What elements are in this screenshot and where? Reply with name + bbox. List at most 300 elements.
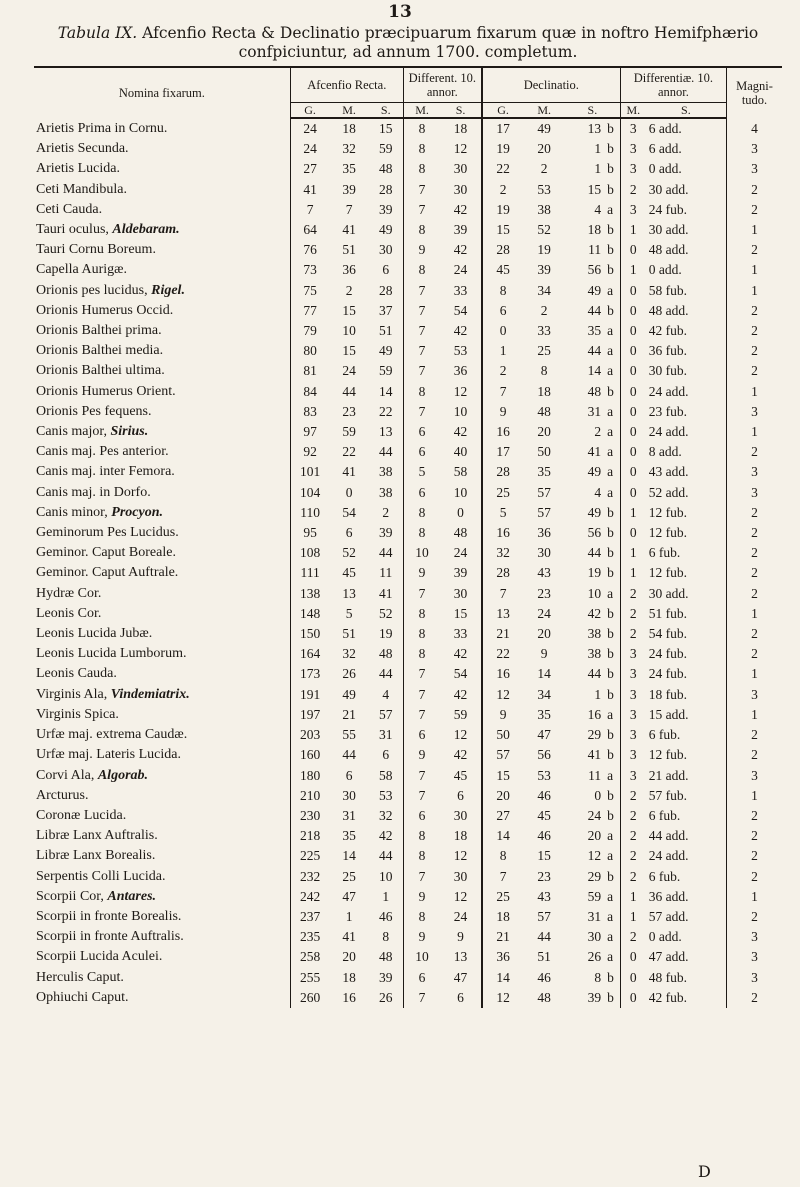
star-name (34, 503, 290, 523)
cell-ag: 258 (290, 947, 329, 967)
cell-ns: a (607, 323, 614, 339)
cell-dcm: 39 (537, 262, 551, 278)
cell-fm: 0 (620, 947, 645, 967)
cell-dcm: 45 (537, 807, 551, 823)
cell-am: 35 (342, 161, 356, 177)
cell-dcm: 46 (537, 969, 551, 985)
table-row (34, 968, 782, 988)
star-name (34, 604, 290, 624)
cell-fs: 0 add. (648, 161, 682, 177)
cell-ns: a (607, 767, 614, 783)
cell-mag: 3 (727, 462, 782, 482)
cell-fm: 0 (620, 361, 645, 381)
cell-fs: 12 fub. (648, 504, 687, 520)
cell-dcs: 11 (588, 767, 602, 783)
cell-ns: b (607, 989, 614, 1005)
cell-dg: 27 (482, 806, 524, 826)
cell-as: 42 (379, 828, 393, 844)
cell-dcm: 23 (537, 585, 551, 601)
cell-dcm: 49 (537, 121, 551, 136)
cell-dcm: 20 (537, 424, 551, 440)
cell-dg: 50 (482, 725, 524, 745)
cell-ds: 39 (453, 565, 468, 581)
cell-mag: 3 (727, 483, 782, 503)
cell-as: 8 (382, 929, 390, 945)
cell-ag: 111 (290, 563, 329, 583)
cell-dg: 2 (482, 361, 524, 381)
cell-dcs: 31 (587, 403, 602, 419)
cell-fs: 42 fub. (648, 989, 687, 1005)
cell-mag: 1 (727, 422, 782, 442)
cell-mag: 2 (727, 503, 782, 523)
cell-fs: 24 fub. (648, 666, 687, 682)
cell-ds: 42 (453, 201, 468, 217)
cell-ds: 15 (453, 605, 468, 621)
star-name (34, 664, 290, 684)
cell-dg: 16 (482, 523, 524, 543)
cell-ns: b (607, 666, 614, 682)
cell-dcm: 20 (537, 141, 551, 157)
cell-ag: 230 (290, 806, 329, 826)
star-name-text: Virginis Ala, (36, 686, 111, 702)
table-row (34, 907, 782, 927)
cell-dcs: 38 (587, 646, 602, 662)
cell-fs: 15 add. (648, 706, 689, 722)
star-name-text: Leonis Cor. (36, 605, 102, 621)
star-name (34, 624, 290, 644)
star-name-text: Arcturus. (36, 787, 89, 803)
cell-fm: 2 (620, 806, 645, 826)
cell-as: 52 (379, 605, 393, 621)
star-name (34, 382, 290, 402)
cell-mag: 1 (727, 281, 782, 301)
cell-ds: 54 (453, 666, 468, 682)
cell-ns: a (607, 282, 614, 298)
cell-fm: 3 (620, 664, 645, 684)
cell-mag: 2 (727, 745, 782, 765)
cell-as: 53 (379, 787, 393, 803)
cell-dcm: 2 (540, 161, 548, 177)
cell-ds: 12 (453, 888, 468, 904)
cell-dm: 8 (403, 826, 440, 846)
cell-dm: 7 (403, 180, 440, 200)
table-title-line1: Afcenfio Recta & Declinatio præcipuarum fixarum quæ in noftro Hemifphærio (142, 24, 759, 42)
cell-ag: 24 (290, 118, 329, 139)
cell-ds: 40 (453, 444, 468, 460)
cell-ns: a (607, 484, 614, 500)
cell-as: 51 (379, 323, 393, 339)
cell-ag: 75 (290, 281, 329, 301)
cell-mag: 2 (727, 180, 782, 200)
table-row (34, 705, 782, 725)
cell-dcm: 34 (537, 686, 551, 702)
table-row (34, 361, 782, 381)
cell-ds: 42 (453, 747, 468, 763)
cell-dcs: 44 (587, 302, 602, 318)
star-name (34, 281, 290, 301)
cell-am: 15 (342, 343, 356, 359)
cell-ns: a (607, 706, 614, 722)
star-name (34, 543, 290, 563)
cell-dcs: 0 (594, 787, 602, 803)
star-name (34, 523, 290, 543)
star-name-text: Tauri Cornu Boreum. (36, 242, 156, 258)
cell-am: 41 (342, 929, 356, 945)
cell-dcs: 10 (587, 585, 602, 601)
cell-ns: a (607, 929, 614, 945)
cell-fs: 36 fub. (648, 343, 687, 359)
cell-am: 32 (342, 646, 356, 662)
cell-dcs: 20 (587, 828, 602, 844)
cell-dm: 7 (403, 685, 440, 705)
cell-ds: 13 (453, 949, 468, 965)
star-name-text: Orionis Humerus Orient. (36, 383, 176, 399)
cell-fm: 0 (620, 968, 645, 988)
star-name-text: Libræ Lanx Auftralis. (36, 828, 158, 844)
cell-ag: 232 (290, 867, 329, 887)
cell-dcm: 56 (537, 747, 551, 763)
cell-as: 14 (379, 383, 393, 399)
cell-dm: 8 (403, 139, 440, 159)
star-name-text: Geminorum Pes Lucidus. (36, 525, 179, 541)
cell-dcm: 30 (537, 545, 551, 561)
cell-ag: 203 (290, 725, 329, 745)
cell-ag: 225 (290, 846, 329, 866)
cell-ag: 197 (290, 705, 329, 725)
cell-mag: 1 (727, 786, 782, 806)
table-row (34, 786, 782, 806)
cell-dcs: 49 (587, 282, 602, 298)
star-name (34, 321, 290, 341)
table-row (34, 543, 782, 563)
table-row (34, 887, 782, 907)
cell-dcs: 39 (587, 989, 602, 1005)
cell-dcs: 4 (594, 484, 602, 500)
cell-dm: 8 (403, 907, 440, 927)
cell-am: 51 (342, 626, 356, 642)
star-name (34, 483, 290, 503)
cell-ns: b (607, 969, 614, 985)
cell-ds: 54 (453, 302, 468, 318)
cell-mag: 1 (727, 664, 782, 684)
cell-am: 15 (342, 302, 356, 318)
cell-dcm: 20 (537, 626, 551, 642)
cell-dm: 9 (403, 240, 440, 260)
cell-fm: 0 (620, 281, 645, 301)
cell-as: 2 (382, 504, 390, 520)
header-diff-s: S. (440, 103, 482, 119)
table-row (34, 200, 782, 220)
cell-as: 38 (379, 484, 393, 500)
table-row (34, 422, 782, 442)
cell-dg: 8 (482, 846, 524, 866)
cell-fm: 1 (620, 260, 645, 280)
cell-mag: 2 (727, 725, 782, 745)
cell-dcs: 24 (587, 807, 602, 823)
cell-fs: 24 fub. (648, 646, 687, 662)
cell-fs: 43 add. (648, 464, 689, 480)
header-magnitudo: Magni-tudo. (727, 67, 782, 118)
cell-as: 58 (379, 767, 393, 783)
cell-fm: 3 (620, 159, 645, 179)
cell-ns: b (607, 222, 614, 238)
cell-dcs: 14 (587, 363, 602, 379)
cell-dcm: 47 (537, 727, 551, 743)
cell-am: 24 (342, 363, 356, 379)
star-name-text: Coronæ Lucida. (36, 807, 127, 823)
cell-dm: 7 (403, 867, 440, 887)
cell-fs: 48 add. (648, 242, 689, 258)
cell-dm: 8 (403, 260, 440, 280)
cell-am: 6 (345, 767, 353, 783)
cell-mag: 2 (727, 624, 782, 644)
cell-dm: 6 (403, 422, 440, 442)
cell-as: 10 (379, 868, 393, 884)
cell-dm: 6 (403, 725, 440, 745)
cell-as: 13 (379, 424, 393, 440)
cell-ns: b (607, 807, 614, 823)
cell-am: 54 (342, 504, 356, 520)
star-name-text: Scorpii in fronte Borealis. (36, 908, 182, 924)
cell-dcs: 31 (587, 908, 602, 924)
signature-mark: D (698, 1162, 711, 1181)
star-name (34, 341, 290, 361)
cell-mag: 1 (727, 887, 782, 907)
cell-dg: 28 (482, 563, 524, 583)
cell-ds: 39 (453, 222, 468, 238)
cell-as: 59 (379, 363, 393, 379)
cell-ns: a (607, 585, 614, 601)
cell-am: 7 (345, 201, 353, 217)
table-row (34, 118, 782, 139)
cell-ds: 59 (453, 706, 468, 722)
table-row (34, 745, 782, 765)
star-name (34, 685, 290, 705)
cell-fm: 0 (620, 523, 645, 543)
cell-ds: 42 (453, 323, 468, 339)
cell-dcs: 18 (587, 222, 602, 238)
cell-ns: a (607, 363, 614, 379)
cell-as: 44 (379, 666, 393, 682)
cell-ns: b (607, 262, 614, 278)
cell-fs: 57 add. (648, 908, 689, 924)
cell-dg: 21 (482, 927, 524, 947)
cell-dcm: 48 (537, 403, 551, 419)
cell-ds: 47 (453, 969, 468, 985)
cell-dg: 6 (482, 301, 524, 321)
cell-ag: 41 (290, 180, 329, 200)
cell-fs: 6 fub. (648, 868, 681, 884)
cell-am: 20 (342, 949, 356, 965)
cell-fs: 52 add. (648, 484, 689, 500)
cell-fm: 0 (620, 483, 645, 503)
cell-dg: 5 (482, 503, 524, 523)
table-row (34, 139, 782, 159)
cell-fm: 0 (620, 422, 645, 442)
cell-ds: 12 (453, 848, 468, 864)
cell-ns: a (607, 201, 614, 217)
cell-am: 41 (342, 464, 356, 480)
cell-am: 59 (342, 424, 356, 440)
star-name-text: Ceti Cauda. (36, 201, 103, 217)
cell-dg: 14 (482, 968, 524, 988)
cell-as: 44 (379, 848, 393, 864)
cell-ds: 33 (453, 282, 468, 298)
cell-dg: 16 (482, 664, 524, 684)
cell-as: 4 (382, 686, 390, 702)
cell-dcm: 50 (537, 444, 551, 460)
cell-as: 22 (379, 403, 393, 419)
star-name-text: Arietis Prima in Cornu. (36, 120, 168, 136)
cell-mag: 2 (727, 563, 782, 583)
cell-as: 49 (379, 222, 393, 238)
cell-dg: 57 (482, 745, 524, 765)
cell-dg: 19 (482, 200, 524, 220)
cell-ag: 92 (290, 442, 329, 462)
cell-mag: 2 (727, 301, 782, 321)
cell-dcs: 19 (587, 565, 602, 581)
cell-as: 49 (379, 343, 393, 359)
cell-fs: 12 fub. (648, 747, 687, 763)
cell-ns: b (607, 626, 614, 642)
cell-fm: 3 (620, 705, 645, 725)
cell-mag: 3 (727, 159, 782, 179)
cell-dm: 7 (403, 786, 440, 806)
table-row (34, 321, 782, 341)
cell-ds: 45 (453, 767, 468, 783)
cell-ds: 42 (453, 686, 468, 702)
star-name (34, 462, 290, 482)
cell-dcs: 2 (594, 424, 602, 440)
cell-dg: 22 (482, 159, 524, 179)
cell-mag: 2 (727, 846, 782, 866)
cell-am: 36 (342, 262, 356, 278)
cell-mag: 1 (727, 604, 782, 624)
table-row (34, 806, 782, 826)
star-name (34, 988, 290, 1008)
cell-mag: 2 (727, 806, 782, 826)
cell-as: 30 (379, 242, 393, 258)
cell-dm: 8 (403, 118, 440, 139)
cell-as: 48 (379, 646, 393, 662)
table-row (34, 402, 782, 422)
header-decl-g: G. (482, 103, 524, 119)
cell-mag: 3 (727, 947, 782, 967)
cell-dcm: 46 (537, 828, 551, 844)
cell-fm: 2 (620, 786, 645, 806)
cell-dm: 9 (403, 927, 440, 947)
cell-mag: 2 (727, 907, 782, 927)
cell-dcm: 33 (537, 323, 551, 339)
header-differentiae: Differentiæ. 10. annor. (620, 67, 726, 103)
table-row (34, 644, 782, 664)
cell-ns: b (607, 747, 614, 763)
cell-dcs: 59 (587, 888, 602, 904)
cell-dm: 8 (403, 624, 440, 644)
table-row (34, 867, 782, 887)
cell-as: 11 (379, 565, 393, 581)
cell-dg: 13 (482, 604, 524, 624)
cell-dm: 7 (403, 402, 440, 422)
cell-fs: 6 fub. (648, 727, 681, 743)
cell-as: 6 (382, 262, 390, 278)
cell-fs: 12 fub. (648, 565, 687, 581)
cell-fm: 3 (620, 139, 645, 159)
cell-mag: 3 (727, 402, 782, 422)
table-row (34, 523, 782, 543)
cell-am: 21 (342, 706, 356, 722)
cell-dcs: 56 (587, 525, 602, 541)
table-row (34, 301, 782, 321)
cell-mag: 2 (727, 523, 782, 543)
star-name-text: Hydræ Cor. (36, 585, 102, 601)
cell-ag: 260 (290, 988, 329, 1008)
cell-dg: 17 (482, 442, 524, 462)
cell-ag: 27 (290, 159, 329, 179)
table-title (38, 24, 778, 43)
star-proper-name: Sirius. (110, 424, 149, 440)
cell-dcs: 15 (587, 181, 602, 197)
star-name (34, 745, 290, 765)
cell-fm: 2 (620, 846, 645, 866)
cell-am: 25 (342, 868, 356, 884)
table-row (34, 988, 782, 1008)
cell-dg: 8 (482, 281, 524, 301)
star-name (34, 846, 290, 866)
cell-dg: 28 (482, 462, 524, 482)
cell-mag: 3 (727, 766, 782, 786)
cell-as: 6 (382, 747, 390, 763)
cell-fs: 57 fub. (648, 787, 687, 803)
star-name-text: Leonis Lucida Lumborum. (36, 646, 187, 662)
cell-dcm: 57 (537, 504, 551, 520)
cell-fm: 2 (620, 624, 645, 644)
cell-dm: 10 (403, 947, 440, 967)
star-table-body (34, 118, 782, 1008)
cell-dcm: 9 (540, 646, 548, 662)
cell-ns: a (607, 444, 614, 460)
cell-ag: 150 (290, 624, 329, 644)
cell-ns: b (607, 161, 614, 177)
cell-fm: 2 (620, 604, 645, 624)
table-row (34, 180, 782, 200)
star-proper-name: Algorab. (97, 767, 149, 783)
cell-fm: 3 (620, 766, 645, 786)
cell-dg: 22 (482, 644, 524, 664)
cell-am: 22 (342, 444, 356, 460)
cell-dcs: 1 (594, 686, 602, 702)
cell-dm: 7 (403, 200, 440, 220)
star-name (34, 867, 290, 887)
cell-dg: 14 (482, 826, 524, 846)
cell-dm: 8 (403, 503, 440, 523)
cell-dm: 8 (403, 382, 440, 402)
cell-dg: 12 (482, 988, 524, 1008)
cell-ds: 10 (453, 484, 468, 500)
cell-fm: 0 (620, 462, 645, 482)
cell-dm: 8 (403, 644, 440, 664)
cell-dm: 10 (403, 543, 440, 563)
star-name (34, 927, 290, 947)
cell-ag: 164 (290, 644, 329, 664)
cell-dg: 45 (482, 260, 524, 280)
header-ascensio: Afcenfio Recta. (290, 67, 403, 103)
cell-dcm: 19 (537, 242, 551, 258)
cell-as: 48 (379, 161, 393, 177)
star-name-text: Orionis Balthei ultima. (36, 363, 165, 379)
star-name (34, 442, 290, 462)
cell-ag: 191 (290, 685, 329, 705)
